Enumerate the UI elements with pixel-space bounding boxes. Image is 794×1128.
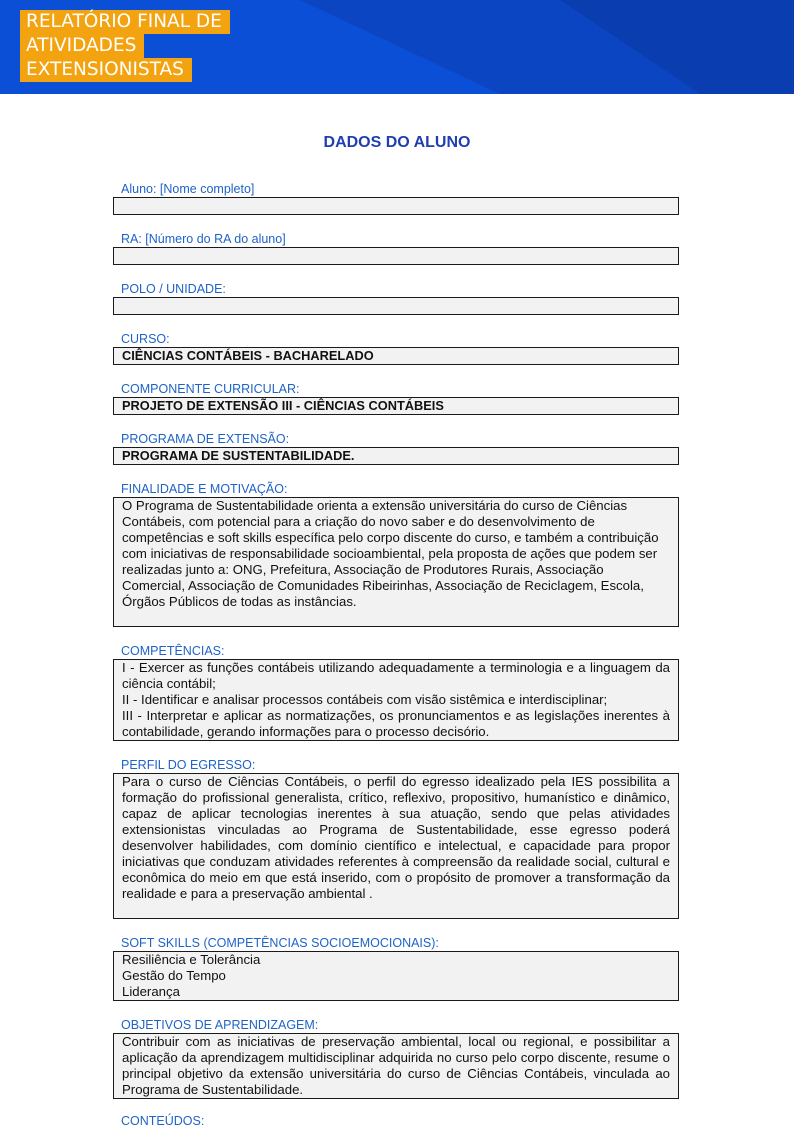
polo-field[interactable]	[113, 297, 679, 315]
componente-field[interactable]: PROJETO DE EXTENSÃO III - CIÊNCIAS CONTÁBEIS	[113, 397, 679, 415]
competencia-item-2: II - Identificar e analisar processos contábeis com visão sistêmica e interdisciplinar;	[122, 692, 608, 707]
banner-title-line-1: RELATÓRIO FINAL DE	[20, 10, 230, 34]
objetivos-label: OBJETIVOS DE APRENDIZAGEM:	[121, 1018, 319, 1032]
softskill-item-3: Liderança	[122, 984, 180, 999]
softskills-field[interactable]	[113, 951, 679, 1001]
perfil-label: PERFIL DO EGRESSO:	[121, 758, 256, 772]
competencias-field[interactable]	[113, 659, 679, 741]
programa-field[interactable]: PROGRAMA DE SUSTENTABILIDADE.	[113, 447, 679, 465]
curso-label: CURSO:	[121, 332, 170, 346]
header-banner	[0, 0, 794, 94]
competencias-label: COMPETÊNCIAS:	[121, 644, 225, 658]
banner-title-line-2: ATIVIDADES	[20, 34, 144, 58]
curso-field[interactable]: CIÊNCIAS CONTÁBEIS - BACHARELADO	[113, 347, 679, 365]
polo-label: POLO / UNIDADE:	[121, 282, 226, 296]
ra-field[interactable]	[113, 247, 679, 265]
aluno-field[interactable]	[113, 197, 679, 215]
programa-label: PROGRAMA DE EXTENSÃO:	[121, 432, 290, 446]
softskill-item-2: Gestão do Tempo	[122, 968, 226, 983]
banner-title	[20, 10, 230, 82]
finalidade-label: FINALIDADE E MOTIVAÇÃO:	[121, 482, 288, 496]
ra-label: RA: [Número do RA do aluno]	[121, 232, 286, 246]
banner-title-line-3: EXTENSIONISTAS	[20, 58, 192, 82]
finalidade-field[interactable]: O Programa de Sustentabilidade orienta a extensão universitária do curso de Ciências Contábeis, com potencial para a criação do novo saber e do desenvolvimento de competências e soft skills específica pelo corpo discente do curso, e também a contribuição com iniciativas de responsabilidade socioambiental, pela proposta de ações que podem ser realizadas junto a: ONG, Prefeitura, Associação de Produtores Rurais, Associação Comercial, Associação de Comunidades Ribeirinhas, Associação de Reciclagem, Escola, Órgãos Públicos de todas as instâncias.	[113, 497, 679, 627]
perfil-field[interactable]: Para o curso de Ciências Contábeis, o perfil do egresso idealizado pela IES possibilita a formação do profissional generalista, crítico, reflexivo, propositivo, humanístico e dinâmico, capaz de aplicar tecnologias inerentes à sua atuação, sendo que pelas atividades extensionistas vinculadas ao Programa de Sustentabilidade, esse egresso poderá desenvolver habilidades, com domínio científico e intelectual, e capacidade para propor iniciativas que conduzam atividades referentes à compreensão da realidade social, cultural e econômica do meio em que está inserido, com o propósito de promover a transformação da realidade e para a preservação ambiental .	[113, 773, 679, 919]
competencia-item-1: I - Exercer as funções contábeis utilizando adequadamente a terminologia e a linguagem da ciência contábil;	[122, 660, 670, 691]
competencia-item-3: III - Interpretar e aplicar as normatizações, os pronunciamentos e as legislações inerentes à contabilidade, gerando informações para o processo decisório.	[122, 708, 670, 739]
conteudos-label: CONTEÚDOS:	[121, 1114, 205, 1128]
softskills-label: SOFT SKILLS (COMPETÊNCIAS SOCIOEMOCIONAIS):	[121, 936, 439, 950]
aluno-label: Aluno: [Nome completo]	[121, 182, 255, 196]
componente-label: COMPONENTE CURRICULAR:	[121, 382, 300, 396]
softskill-item-1: Resiliência e Tolerância	[122, 952, 261, 967]
objetivos-field[interactable]: Contribuir com as iniciativas de preservação ambiental, local ou regional, e possibilitar a aplicação da aprendizagem multidisciplinar adquirida no curso pelo corpo discente, resume o principal objetivo da extensão universitária do curso de Ciências Contábeis, vinculada ao Programa de Sustentabilidade.	[113, 1033, 679, 1099]
section-heading: DADOS DO ALUNO	[323, 134, 471, 151]
